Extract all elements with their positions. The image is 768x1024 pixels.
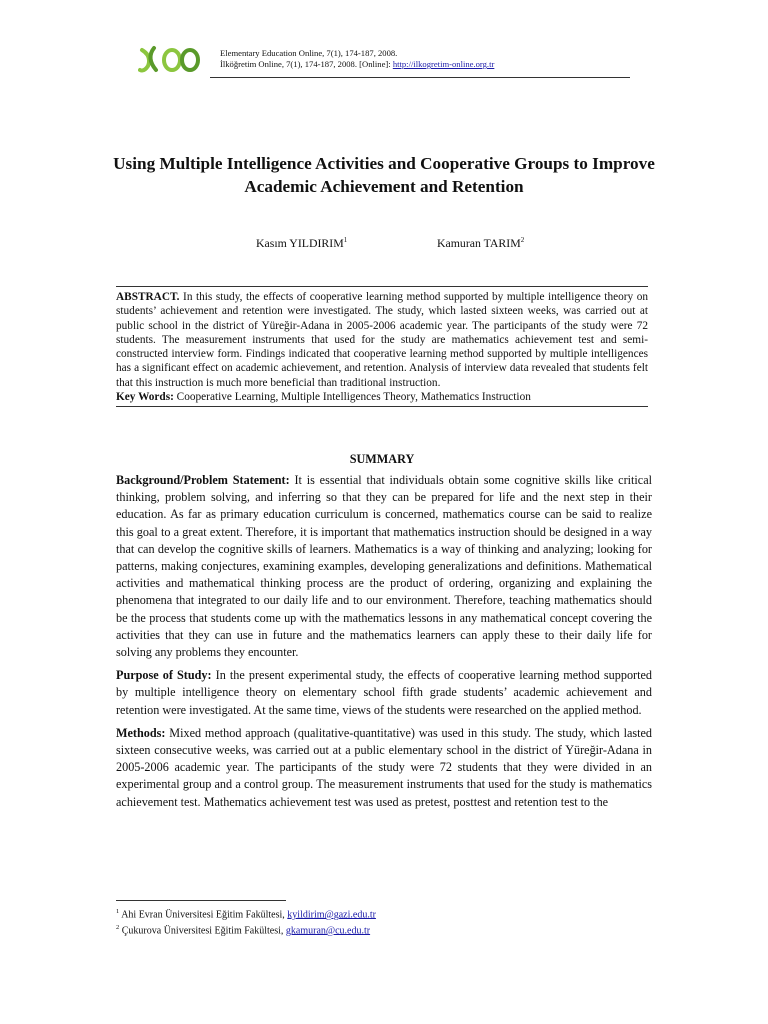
footnote-mark: 1 xyxy=(116,908,120,915)
author-2-name: Kamuran TARIM xyxy=(437,236,521,250)
abstract-text: In this study, the effects of cooperative learning method supported by multiple intelligence theory on students’ achievement and retention were investigated. The study, which lasted sixteen weeks, was carried out at public school in the district of Yüreğir-Adana in 2005-2006 academic year. The participants of the study were 72 students. The measurement instruments that used for the study are mathematics achievement test and semi-constructed interview form. Findings indicated that cooperative learning method supported by multiple intelligences has a significant effect on academic achievement, and retention. Analysis of interview data revealed that students felt that this instruction is much more beneficial than traditional instruction. xyxy=(116,291,648,389)
footnote-text: Çukurova Üniversitesi Eğitim Fakültesi, xyxy=(119,925,286,937)
author-2-mark: 2 xyxy=(520,236,525,245)
author-1-mark: 1 xyxy=(343,236,348,245)
summary-heading: SUMMARY xyxy=(349,452,415,466)
keywords-label: Key Words: xyxy=(116,391,174,404)
journal-header xyxy=(138,42,630,78)
footnote-email-link[interactable]: gkamuran@cu.edu.tr xyxy=(285,925,371,937)
footnote-1 xyxy=(116,906,516,922)
paper-title: Using Multiple Intelligence Activities and Cooperative Groups to Improve Academic Achievement and Retention xyxy=(113,154,655,196)
section-label: Purpose of Study: xyxy=(116,668,212,683)
citation-line-2-prefix: İlköğretim Online, 7(1), 174-187, 2008. [Online]: xyxy=(220,59,393,69)
keywords-line xyxy=(116,390,648,404)
citation-text xyxy=(220,48,494,70)
abstract-paragraph xyxy=(116,290,648,390)
section-purpose xyxy=(116,667,652,719)
footnotes xyxy=(116,906,516,938)
section-methods xyxy=(116,725,652,811)
citation-line-1: Elementary Education Online, 7(1), 174-187, 2008. xyxy=(220,48,398,58)
citation-line-2 xyxy=(220,59,494,70)
section-text: Mixed method approach (qualitative-quantitative) was used in this study. The study, which lasted sixteen consecutive weeks, was carried out at a public elementary school in the district of Yüreğir-Adana in 2005-2006 academic year. The participants of the study were 72 students that they were divided in an experimental group and a control group. The measurement instruments that used for the study is mathematics achievement test. Mathematics achievement test was used as pretest, posttest and retention test to the xyxy=(116,725,652,809)
section-label: Background/Problem Statement: xyxy=(116,473,290,487)
journal-url-link[interactable]: http://ilkogretim-online.org.tr xyxy=(392,59,495,69)
footnote-mark: 2 xyxy=(116,923,120,931)
section-text: In the present experimental study, the effects of cooperative learning method supported by multiple intelligence theory on elementary school fifth grade students’ academic achievement and retention were investigated. At the same time, views of the students were researched on the applied method. xyxy=(116,668,652,717)
author-1 xyxy=(256,236,347,251)
footnote-email-link[interactable]: kyildirim@gazi.edu.tr xyxy=(287,909,376,921)
journal-logo xyxy=(138,42,206,76)
footnote-text: Ahi Evran Üniversitesi Eğitim Fakültesi, xyxy=(119,909,288,921)
header-rule xyxy=(210,77,630,78)
section-label: Methods: xyxy=(116,725,166,740)
abstract-label: ABSTRACT. xyxy=(116,291,180,303)
footnote-rule xyxy=(116,900,286,901)
section-text: It is essential that individuals obtain some cognitive skills like critical thinking, problem solving, and inferring so that they can be prepared for life and the next step in their education. As far as primary education curriculum is concerned, mathematics course can be said to realize this goal to a great extent. Therefore, it is important that mathematics instruction should be designed in a way that can develop the cognitive skills of learners. Mathematics is a way of thinking and analyzing; looking for patterns, making conjectures, examining examples, developing generalizations and definitions. Mathematical activities and mathematical thinking process are the product of ordering, organizing and explaining the phenomena that integrated to our daily life and to our environment. Therefore, teaching mathematics should be the process that students come up with the mathematics lessons in any mathematical concept covering the activities that they can use in future and the mathematics learners can apply these to their daily life for solving any problems they encounter. xyxy=(116,473,652,660)
abstract-box xyxy=(116,286,648,407)
author-1-name: Kasım YILDIRIM xyxy=(256,236,344,250)
author-2 xyxy=(437,236,524,251)
footnote-2 xyxy=(116,922,516,938)
section-background xyxy=(116,472,652,661)
summary-body xyxy=(116,472,652,817)
keywords-text: Cooperative Learning, Multiple Intelligences Theory, Mathematics Instruction xyxy=(173,391,531,404)
